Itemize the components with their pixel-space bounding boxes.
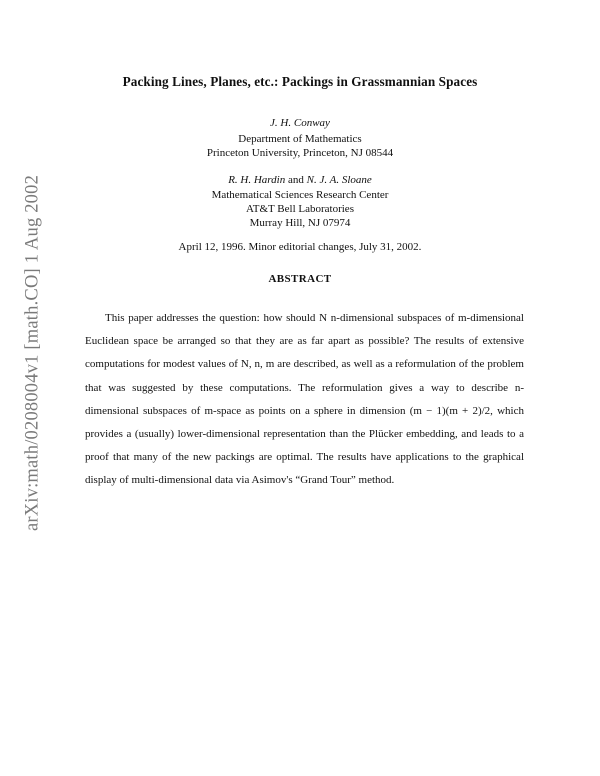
affiliation-line: Department of Mathematics xyxy=(238,133,362,145)
author-joiner: and xyxy=(285,174,307,186)
paper-date: April 12, 1996. Minor editorial changes, July 31, 2002. xyxy=(178,241,422,253)
paper-title: Packing Lines, Planes, etc.: Packings in Grassmannian Spaces xyxy=(122,74,478,89)
author-name: R. H. Hardin xyxy=(228,174,286,186)
coauthor-affiliation xyxy=(100,188,500,230)
coauthors xyxy=(100,173,500,187)
arxiv-side-stamp xyxy=(20,163,46,543)
affiliation-line: Mathematical Sciences Research Center xyxy=(211,189,389,201)
abstract-text: This paper addresses the question: how should N n-dimensional subspaces of m-dimensional Euclidean space be arranged so that they are as far apart as possible? The results of extensive computations for modest values of N, n, m are described, as well as a reformulation of the problem that was suggested by these computations. The reformulation gives a way to describe n-dimensional subspaces of m-space as points on a sphere in dimension (m − 1)(m + 2)/2, which provides a (usually) lower-dimensional representation than the Plücker embedding, and leads to a proof that many of the new packings are optimal. The results have applications to the graphical display of multi-dimensional data via Asimov's “Grand Tour” method. xyxy=(85,312,524,487)
affiliation-line: AT&T Bell Laboratories xyxy=(246,203,354,215)
abstract-heading: ABSTRACT xyxy=(268,273,332,285)
affiliation-line: Murray Hill, NJ 07974 xyxy=(249,217,351,229)
author-name: J. H. Conway xyxy=(270,117,330,129)
affiliation-line: Princeton University, Princeton, NJ 08544 xyxy=(206,147,394,159)
author-affiliation xyxy=(100,132,500,160)
arxiv-identifier[interactable]: arXiv:math/0208004v1 [math.CO] 1 Aug 2002 xyxy=(22,174,43,532)
author-name: N. J. A. Sloane xyxy=(306,174,372,186)
